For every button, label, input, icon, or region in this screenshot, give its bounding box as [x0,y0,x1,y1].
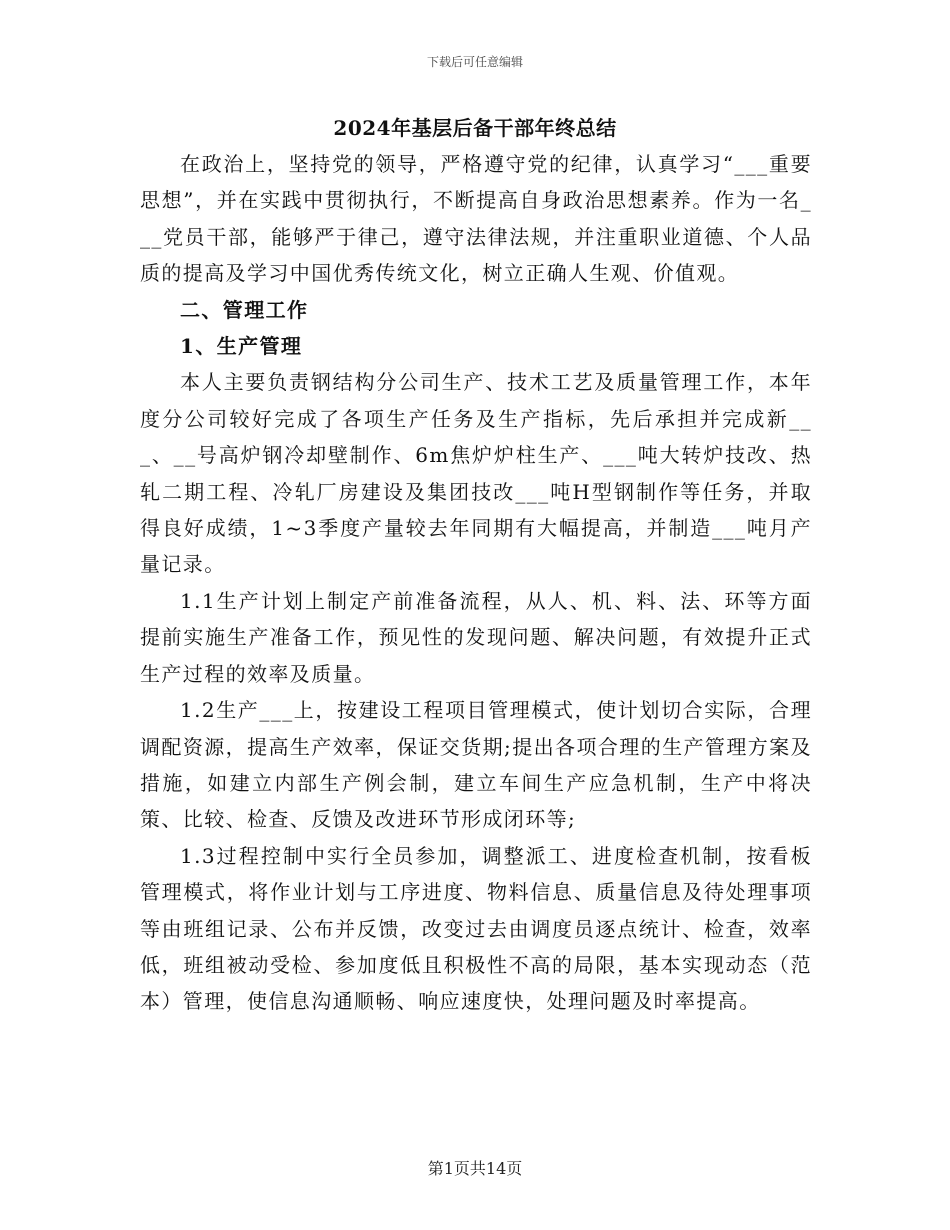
paragraph-1-2: 1.2生产___上，按建设工程项目管理模式，使计划切合实际，合理调配资源，提高生产效率，保证交货期;提出各项合理的生产管理方案及措施，如建立内部生产例会制，建立车间生产应急机制，生产中将决策、比较、检查、反馈及改进环节形成闭环等; [140,698,812,832]
paragraph-political: 在政治上，坚持党的领导，严格遵守党的纪律，认真学习“___重要思想”，并在实践中贯彻执行，不断提高自身政治思想素养。作为一名___党员干部，能够严于律己，遵守法律法规，并注重职业道德、个人品质的提高及学习中国优秀传统文化，树立正确人生观、价值观。 [140,152,812,286]
document-title: 2024年基层后备干部年终总结 [333,116,617,140]
section-heading-management: 二、管理工作 [180,297,309,322]
document-body [140,146,812,1020]
download-note: 下载后可任意编辑 [426,55,523,69]
paragraph-production-summary: 本人主要负责钢结构分公司生产、技术工艺及质量管理工作，本年度分公司较好完成了各项生产任务及生产指标，先后承担并完成新___、__号高炉钢冷却壁制作、6m焦炉炉柱生产、___吨大转炉技改、热轧二期工程、冷轧厂房建设及集团技改___吨H型钢制作等任务，并取得良好成绩，1~3季度产量较去年同期有大幅提高，并制造___吨月产量记录。 [140,370,812,577]
paragraph-1-3: 1.3过程控制中实行全员参加，调整派工、进度检查机制，按看板管理模式，将作业计划与工序进度、物料信息、质量信息及待处理事项等由班组记录、公布并反馈，改变过去由调度员逐点统计、检查，效率低，班组被动受检、参加度低且积极性不高的局限，基本实现动态（范本）管理，使信息沟通顺畅、响应速度快，处理问题及时率提高。 [140,843,812,1014]
paragraph-1-1: 1.1生产计划上制定产前准备流程，从人、机、料、法、环等方面提前实施生产准备工作，预见性的发现问题、解决问题，有效提升正式生产过程的效率及质量。 [140,588,812,686]
subsection-heading-production: 1、生产管理 [180,334,303,359]
page-number: 第1页共14页 [427,1159,523,1178]
